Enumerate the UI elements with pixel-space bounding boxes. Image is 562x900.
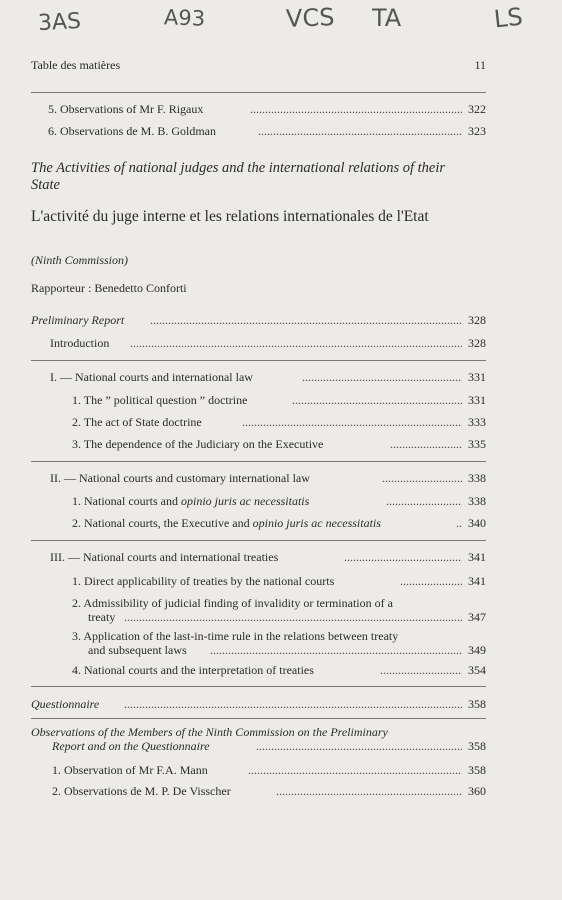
section-title-french: L'activité du juge interne et les relations internationales de l'Etat: [31, 208, 429, 225]
header-page-number: 11: [474, 58, 486, 72]
handwritten-note: LS: [492, 2, 524, 34]
toc-entry: 3. Application of the last-in-time rule in the relations between treaty and subsequent laws . . . 349: [0, 629, 562, 659]
divider: [31, 540, 486, 541]
handwritten-note: A93: [163, 5, 206, 31]
header-title: Table des matières: [31, 58, 121, 72]
divider: [31, 718, 486, 719]
document-page: 3AS A93 VCS TA LS Table des matières 11 5. Observations of Mr F. Rigaux . . . 322 6. Observations de M. B. Goldman . . . 323 The Activities of national judges and the international relations of their State L'activité du juge interne et les relations internationales de l'Etat (Ninth Commission) Rapporteur : Benedetto Conforti Preliminary Report . . . 328 Introduction . . . 328 I. — National courts and international law . . . 331 1. The ” political question ” doctrine . . . 331 2. The act of State doctrine . . . 333 3. The dependence of the Judiciary on the Executive . . . 335 II. — National courts and customary international law . . . 338 1. National courts and opinio juris ac necessitatis . . . 338 2. National courts, the Executive and opinio juris ac necessitatis . . . 340 III. — National courts and international treaties . . . 341 1. Direct applicability of treaties by the national courts . . . 341 2. Admissibility of judicial finding of invalidity or termination of a treaty . . . 347 3. Application of the last-in-time rule in the relations between treaty and subsequent laws . . . 349 4. National courts and the interpretation of treaties . . . 354 Questionnaire . . . 358 Observations of the Members of the Ninth Commission on the Preliminary Report and on the Questionnaire . . . 358 1. Observation of Mr F.A. Mann . . . 358 2. Observations de M. P. De Visscher . . . 360: [0, 0, 562, 900]
divider: [31, 686, 486, 687]
toc-entry: Observations of the Members of the Ninth Commission on the Preliminary Report and on the Questionnaire . . . 358: [0, 725, 562, 755]
handwritten-note: TA: [372, 4, 402, 32]
divider: [31, 360, 486, 361]
handwritten-note: VCS: [285, 3, 335, 33]
section-title-english: The Activities of national judges and the international relations of their State: [31, 160, 446, 193]
rapporteur-line: Rapporteur : Benedetto Conforti: [31, 281, 187, 295]
handwritten-note: 3AS: [37, 8, 82, 37]
running-header: [31, 58, 486, 73]
divider: [31, 461, 486, 462]
divider: [31, 92, 486, 93]
commission-label: (Ninth Commission): [31, 253, 129, 267]
toc-entry: 2. Admissibility of judicial finding of invalidity or termination of a treaty . . . 347: [0, 596, 562, 626]
